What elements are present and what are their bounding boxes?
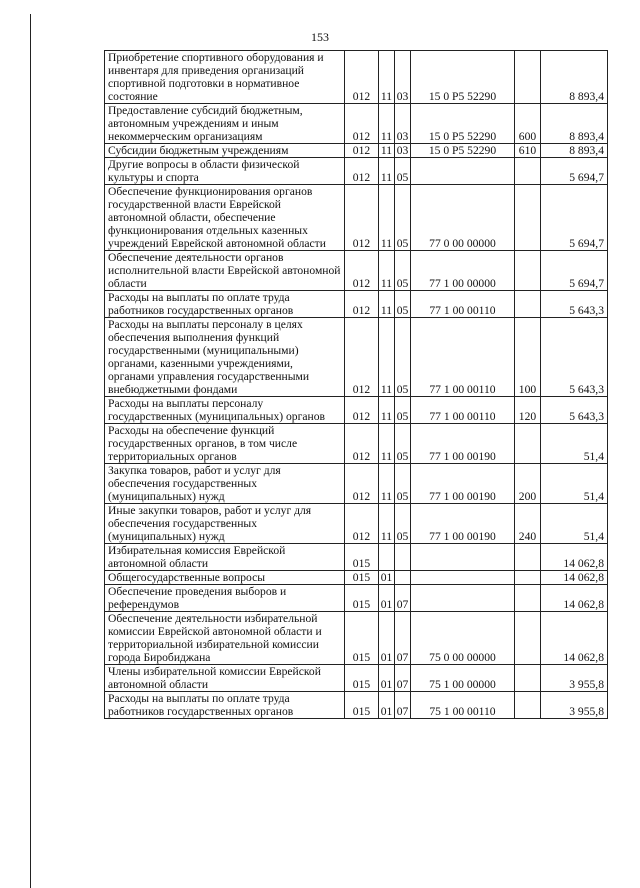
cell-amount: 3 955,8 <box>541 665 608 692</box>
cell-pr: 05 <box>395 158 411 185</box>
cell-csr: 77 1 00 00110 <box>411 318 515 397</box>
cell-csr <box>411 571 515 585</box>
page-number: 153 <box>311 30 329 44</box>
cell-amount: 5 643,3 <box>541 397 608 424</box>
cell-amount: 3 955,8 <box>541 692 608 719</box>
cell-gr: 012 <box>345 464 379 504</box>
cell-csr <box>411 158 515 185</box>
row-name: Расходы на выплаты по оплате труда работников государственных органов <box>105 291 345 318</box>
cell-rz: 11 <box>379 504 395 544</box>
cell-pr: 03 <box>395 51 411 104</box>
row-name: Закупка товаров, работ и услуг для обеспечения государственных (муниципальных) нужд <box>105 464 345 504</box>
cell-pr: 03 <box>395 144 411 158</box>
cell-rz: 11 <box>379 185 395 251</box>
cell-gr: 015 <box>345 571 379 585</box>
cell-csr: 75 1 00 00110 <box>411 692 515 719</box>
cell-gr: 012 <box>345 318 379 397</box>
cell-vr: 240 <box>515 504 541 544</box>
cell-gr: 012 <box>345 397 379 424</box>
cell-vr <box>515 185 541 251</box>
row-name: Общегосударственные вопросы <box>105 571 345 585</box>
cell-amount: 14 062,8 <box>541 585 608 612</box>
cell-gr: 012 <box>345 251 379 291</box>
cell-csr: 75 0 00 00000 <box>411 612 515 665</box>
cell-rz: 11 <box>379 291 395 318</box>
table-row <box>105 665 608 692</box>
cell-gr: 015 <box>345 665 379 692</box>
cell-csr: 77 1 00 00000 <box>411 251 515 291</box>
cell-amount: 14 062,8 <box>541 571 608 585</box>
cell-amount: 5 694,7 <box>541 251 608 291</box>
cell-gr: 015 <box>345 612 379 665</box>
cell-pr: 05 <box>395 464 411 504</box>
cell-pr: 07 <box>395 585 411 612</box>
cell-rz: 01 <box>379 585 395 612</box>
cell-gr: 012 <box>345 104 379 144</box>
cell-amount: 8 893,4 <box>541 51 608 104</box>
cell-csr: 77 0 00 00000 <box>411 185 515 251</box>
cell-gr: 012 <box>345 291 379 318</box>
cell-gr: 012 <box>345 144 379 158</box>
cell-rz: 11 <box>379 51 395 104</box>
table-row <box>105 158 608 185</box>
cell-pr: 05 <box>395 291 411 318</box>
row-name: Расходы на обеспечение функций государственных органов, в том числе территориальных органов <box>105 424 345 464</box>
cell-vr <box>515 251 541 291</box>
cell-gr: 012 <box>345 504 379 544</box>
cell-gr: 012 <box>345 51 379 104</box>
cell-vr: 200 <box>515 464 541 504</box>
cell-amount: 8 893,4 <box>541 144 608 158</box>
cell-vr <box>515 51 541 104</box>
table-body <box>105 51 608 719</box>
row-name: Обеспечение деятельности избирательной комиссии Еврейской автономной области и территориальной избирательной комиссии города Биробиджана <box>105 612 345 665</box>
table-row <box>105 612 608 665</box>
cell-amount: 14 062,8 <box>541 612 608 665</box>
cell-csr: 77 1 00 00190 <box>411 424 515 464</box>
table-row <box>105 464 608 504</box>
cell-csr: 77 1 00 00110 <box>411 291 515 318</box>
cell-amount: 51,4 <box>541 424 608 464</box>
row-name: Расходы на выплаты по оплате труда работников государственных органов <box>105 692 345 719</box>
row-name: Обеспечение деятельности органов исполнительной власти Еврейской автономной области <box>105 251 345 291</box>
table-row <box>105 424 608 464</box>
cell-amount: 5 694,7 <box>541 158 608 185</box>
cell-csr: 77 1 00 00190 <box>411 464 515 504</box>
cell-rz: 01 <box>379 665 395 692</box>
cell-vr <box>515 544 541 571</box>
table-row <box>105 291 608 318</box>
table-row <box>105 318 608 397</box>
cell-rz: 01 <box>379 692 395 719</box>
cell-csr: 15 0 Р5 52290 <box>411 104 515 144</box>
row-name: Приобретение спортивного оборудования и инвентаря для приведения организаций спортивной подготовки в нормативное состояние <box>105 51 345 104</box>
row-name: Предоставление субсидий бюджетным, автономным учреждениям и иным некоммерческим организациям <box>105 104 345 144</box>
cell-amount: 14 062,8 <box>541 544 608 571</box>
cell-rz: 11 <box>379 424 395 464</box>
left-margin-rule <box>30 14 31 888</box>
cell-amount: 8 893,4 <box>541 104 608 144</box>
table-row <box>105 104 608 144</box>
row-name: Иные закупки товаров, работ и услуг для обеспечения государственных (муниципальных) нужд <box>105 504 345 544</box>
row-name: Расходы на выплаты персоналу государственных (муниципальных) органов <box>105 397 345 424</box>
budget-table <box>104 50 608 719</box>
cell-vr <box>515 571 541 585</box>
cell-csr <box>411 585 515 612</box>
cell-rz: 01 <box>379 612 395 665</box>
cell-csr: 15 0 Р5 52290 <box>411 51 515 104</box>
table-row <box>105 397 608 424</box>
cell-vr: 100 <box>515 318 541 397</box>
cell-csr: 77 1 00 00190 <box>411 504 515 544</box>
cell-gr: 015 <box>345 544 379 571</box>
cell-vr <box>515 291 541 318</box>
row-name: Расходы на выплаты персоналу в целях обеспечения выполнения функций государственными (муниципальными) органами, казенными учреждениями, органами управления государственными внебюджетными фондами <box>105 318 345 397</box>
cell-csr: 75 1 00 00000 <box>411 665 515 692</box>
cell-amount: 51,4 <box>541 504 608 544</box>
cell-pr: 05 <box>395 504 411 544</box>
table-row <box>105 51 608 104</box>
cell-gr: 012 <box>345 424 379 464</box>
cell-rz: 11 <box>379 251 395 291</box>
table-row <box>105 185 608 251</box>
cell-csr: 77 1 00 00110 <box>411 397 515 424</box>
cell-vr <box>515 424 541 464</box>
cell-pr: 05 <box>395 424 411 464</box>
table-row <box>105 251 608 291</box>
cell-vr <box>515 585 541 612</box>
cell-vr <box>515 665 541 692</box>
row-name: Избирательная комиссия Еврейской автономной области <box>105 544 345 571</box>
cell-gr: 012 <box>345 185 379 251</box>
cell-rz: 11 <box>379 104 395 144</box>
cell-rz: 11 <box>379 464 395 504</box>
cell-amount: 5 643,3 <box>541 318 608 397</box>
table-row <box>105 504 608 544</box>
cell-pr: 05 <box>395 397 411 424</box>
cell-pr: 03 <box>395 104 411 144</box>
row-name: Обеспечение проведения выборов и референдумов <box>105 585 345 612</box>
cell-amount: 5 694,7 <box>541 185 608 251</box>
row-name: Другие вопросы в области физической культуры и спорта <box>105 158 345 185</box>
cell-amount: 51,4 <box>541 464 608 504</box>
cell-pr: 05 <box>395 318 411 397</box>
cell-rz: 11 <box>379 144 395 158</box>
cell-vr: 600 <box>515 104 541 144</box>
cell-pr: 05 <box>395 251 411 291</box>
row-name: Обеспечение функционирования органов государственной власти Еврейской автономной области, обеспечение функционирования отдельных казенных учреждений Еврейской автономной области <box>105 185 345 251</box>
cell-pr: 07 <box>395 665 411 692</box>
cell-vr: 120 <box>515 397 541 424</box>
cell-pr: 05 <box>395 185 411 251</box>
cell-gr: 015 <box>345 692 379 719</box>
cell-rz: 11 <box>379 397 395 424</box>
cell-vr <box>515 612 541 665</box>
cell-gr: 015 <box>345 585 379 612</box>
table-row <box>105 544 608 571</box>
cell-csr <box>411 544 515 571</box>
cell-vr <box>515 692 541 719</box>
cell-rz: 01 <box>379 571 395 585</box>
table-row <box>105 585 608 612</box>
table-row <box>105 571 608 585</box>
cell-pr <box>395 544 411 571</box>
table-row <box>105 692 608 719</box>
cell-gr: 012 <box>345 158 379 185</box>
cell-rz: 11 <box>379 318 395 397</box>
cell-vr <box>515 158 541 185</box>
cell-pr: 07 <box>395 612 411 665</box>
row-name: Субсидии бюджетным учреждениям <box>105 144 345 158</box>
cell-rz: 11 <box>379 158 395 185</box>
cell-pr <box>395 571 411 585</box>
row-name: Члены избирательной комиссии Еврейской автономной области <box>105 665 345 692</box>
cell-amount: 5 643,3 <box>541 291 608 318</box>
cell-csr: 15 0 Р5 52290 <box>411 144 515 158</box>
cell-pr: 07 <box>395 692 411 719</box>
table-row <box>105 144 608 158</box>
cell-vr: 610 <box>515 144 541 158</box>
cell-rz <box>379 544 395 571</box>
